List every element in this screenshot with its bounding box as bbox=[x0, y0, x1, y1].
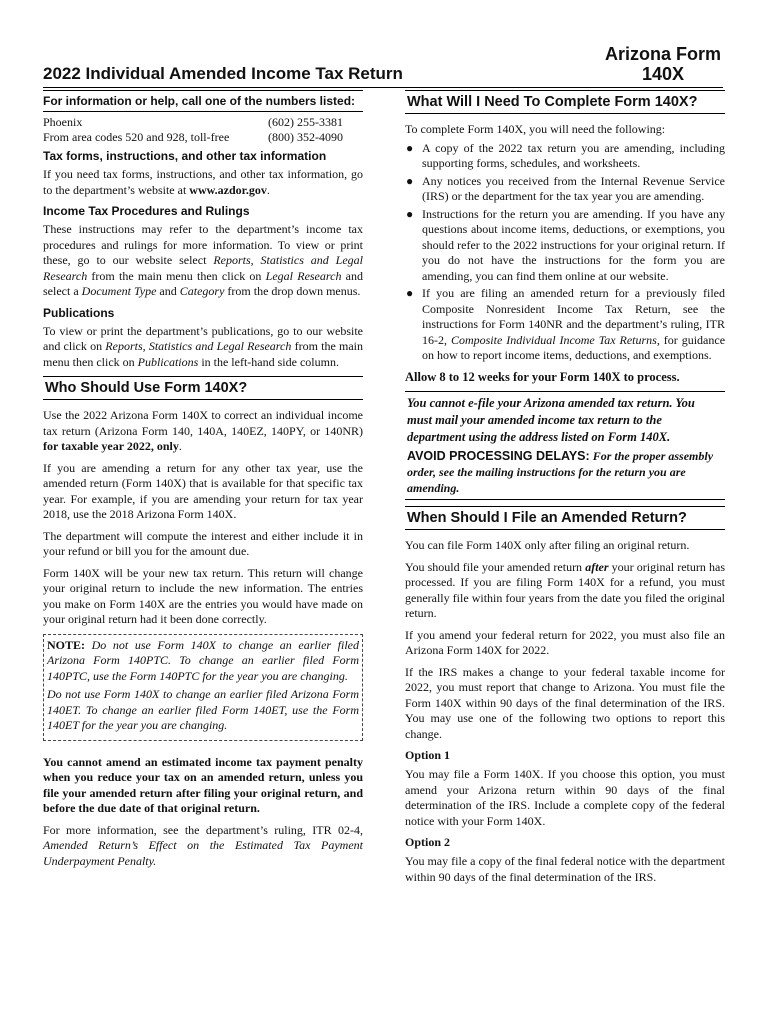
option1-heading: Option 1 bbox=[405, 748, 451, 762]
procedures-text: and select a bbox=[43, 268, 364, 298]
list-item bbox=[405, 207, 725, 285]
bullet-icon: ● bbox=[406, 173, 414, 188]
forms-paragraph bbox=[43, 167, 363, 198]
list-item bbox=[405, 174, 725, 205]
who-paragraph bbox=[43, 408, 363, 455]
list-item-text: A copy of the 2022 tax return you are amending, including supporting forms, schedules, and worksheets. bbox=[422, 140, 725, 170]
efile-warning: You cannot e-file your Arizona amended tax return. You must mail your amended income tax return to the department using the address listed on Form 140X. bbox=[407, 396, 695, 444]
document-title: 2022 Individual Amended Income Tax Return bbox=[43, 64, 403, 83]
menu-reference: Category bbox=[179, 284, 225, 298]
header-rule bbox=[43, 87, 723, 88]
list-item-text: , for guidance on how to report income items, deductions, and exemptions. bbox=[422, 332, 726, 362]
bullet-icon: ● bbox=[406, 140, 414, 155]
list-item-text: If you are filing an amended return for a previously filed Composite Nonresident Income Tax Return, see the instructions for Form 140NR and the department’s ruling, ITR 16-2, bbox=[422, 286, 725, 347]
need-list bbox=[405, 141, 725, 364]
procedures-text: These instructions may refer to the department’s income tax procedures and rulings for more information. To view or print these, go to our website select bbox=[43, 222, 363, 267]
menu-reference: Reports, Statistics and Legal Research bbox=[43, 253, 364, 283]
phone-number: (602) 255-3381 bbox=[268, 115, 343, 129]
ruling-text: For more information, see the department’s ruling, ITR 02-4, bbox=[43, 822, 363, 837]
menu-reference: Publications bbox=[137, 354, 199, 369]
menu-reference: Reports, Statistics and Legal Research bbox=[105, 339, 292, 353]
phone-row bbox=[43, 115, 363, 130]
who-paragraph: Form 140X will be your new tax return. This return will change your original return to include the new information. The entries you make on Form 140X are the entries you would have made on your original return had it been done correctly. bbox=[43, 565, 363, 626]
estimated-penalty-paragraph: You cannot amend an estimated income tax payment penalty when you reduce your tax on an amended return, unless you file your amended return after filing your original return, and before the due date of that original return. bbox=[43, 754, 363, 815]
who-text: Use the 2022 Arizona Form 140X to correct an individual income tax return (Arizona Form 140, 140A, 140EZ, 140PY, or 140NR) bbox=[43, 408, 363, 438]
list-item bbox=[405, 141, 725, 172]
avoid-label: AVOID PROCESSING DELAYS: bbox=[407, 449, 590, 463]
page-header bbox=[43, 44, 723, 88]
note-paragraph: Do not use Form 140X to change an earlier filed Arizona Form 140ET. To change an earlier filed Form 140ET, use the Form 140ET for the year you are changing. bbox=[47, 687, 359, 732]
who-paragraph: The department will compute the interest and either include it in your refund or bill you for the amount due. bbox=[43, 528, 363, 558]
forms-heading: Tax forms, instructions, and other tax information bbox=[43, 149, 327, 163]
when-text: your original return has processed. If you are filing Form 140X for a refund, you must generally file within four years from the date you filed the original return. bbox=[405, 559, 726, 620]
who-paragraph: If you are amending a return for any other tax year, use the amended return (Form 140X) that is available for that specific tax year. For example, if you are amending your return for tax year 2018, use the 2018 Arizona Form 140X. bbox=[43, 460, 363, 521]
when-emphasis: after bbox=[585, 559, 609, 574]
phone-number: (800) 352-4090 bbox=[268, 130, 343, 144]
list-item-text: Instructions for the return you are amending. If you have any questions about income items, deductions, or exemptions, you should refer to the 2022 instructions for your original return. If you do not have the instructions for the form you are amending, you can find them online at our website. bbox=[422, 206, 725, 283]
form-name bbox=[603, 44, 723, 84]
procedures-text: from the main menu then click on bbox=[87, 268, 266, 283]
list-item bbox=[405, 286, 725, 364]
mail-warning-box bbox=[405, 391, 725, 500]
when-paragraph: If you amend your federal return for 2022, you must also file an Arizona Form 140X for 2022. bbox=[405, 627, 725, 657]
publications-text: To view or print the department’s publications, go to our website and click on bbox=[43, 323, 363, 353]
ruling-title: Amended Return’s Effect on the Estimated Tax Payment Underpayment Penalty. bbox=[43, 838, 363, 868]
bullet-icon: ● bbox=[406, 206, 414, 221]
need-heading: What Will I Need To Complete Form 140X? bbox=[405, 90, 725, 114]
list-item-text: Any notices you received from the Internal Revenue Service (IRS) or the department for the tax year you are amending. bbox=[422, 173, 725, 203]
note-label: NOTE: bbox=[47, 637, 86, 652]
right-column bbox=[405, 90, 725, 891]
menu-reference: Document Type bbox=[81, 284, 157, 298]
forms-text: If you need tax forms, instructions, and other tax information, go to the department’s website at bbox=[43, 167, 363, 197]
left-column bbox=[43, 90, 363, 875]
when-paragraph: You can file Form 140X only after filing an original return. bbox=[405, 538, 690, 552]
ruling-title: Composite Individual Income Tax Returns bbox=[450, 332, 657, 347]
procedures-text: from the drop down menus. bbox=[224, 284, 361, 298]
who-emphasis: for taxable year 2022, only bbox=[43, 439, 179, 453]
need-intro: To complete Form 140X, you will need the following: bbox=[405, 122, 666, 136]
form-name-line1: Arizona Form bbox=[604, 44, 721, 64]
publications-text: from the main menu then click on bbox=[43, 339, 364, 369]
menu-reference: Legal Research bbox=[265, 268, 342, 283]
phone-row bbox=[43, 130, 363, 145]
processing-time: Allow 8 to 12 weeks for your Form 140X to process. bbox=[405, 369, 680, 384]
assembly-note bbox=[407, 448, 723, 496]
procedures-paragraph bbox=[43, 222, 363, 300]
note-paragraph bbox=[47, 638, 359, 685]
forms-text-end: . bbox=[266, 182, 270, 197]
publications-paragraph bbox=[43, 324, 363, 371]
when-text: You should file your amended return bbox=[405, 559, 586, 574]
phone-list bbox=[43, 115, 363, 145]
option1-paragraph: You may file a Form 140X. If you choose this option, you must amend your Arizona return within 90 days of the final determination of the IRS. Include a complete copy of the federal notice with your Form 140X. bbox=[405, 767, 725, 828]
avoid-text: For the proper assembly order, see the mailing instructions for the return you are amending. bbox=[407, 449, 714, 495]
when-paragraph bbox=[405, 560, 725, 622]
website-link[interactable]: www.azdor.gov bbox=[189, 182, 267, 197]
when-paragraph: If the IRS makes a change to your federal taxable income for 2022, you must report that change to Arizona. You must file the Form 140X within 90 days of the final determination of the IRS. You may use one of the following two options to report this change. bbox=[405, 664, 725, 741]
publications-text: in the left-hand side column. bbox=[198, 354, 339, 369]
publications-heading: Publications bbox=[43, 305, 115, 320]
ruling-paragraph bbox=[43, 823, 363, 870]
form-name-line2: 140X bbox=[641, 64, 685, 84]
phone-label: Phoenix bbox=[43, 115, 83, 129]
phone-label: From area codes 520 and 928, toll-free bbox=[43, 130, 230, 144]
who-text-end: . bbox=[178, 439, 182, 453]
who-heading: Who Should Use Form 140X? bbox=[43, 376, 363, 400]
procedures-text: and bbox=[156, 284, 180, 298]
info-heading: For information or help, call one of the numbers listed: bbox=[43, 90, 363, 112]
procedures-heading: Income Tax Procedures and Rulings bbox=[43, 204, 250, 218]
bullet-icon: ● bbox=[406, 286, 414, 300]
option2-heading: Option 2 bbox=[405, 835, 451, 849]
when-heading: When Should I File an Amended Return? bbox=[405, 506, 725, 530]
note-text: Do not use Form 140X to change an earlier filed Arizona Form 140PTC. To change an earlier filed Form 140PTC, use the Form 140PTC for the year you are changing. bbox=[47, 637, 359, 683]
note-box bbox=[43, 634, 363, 741]
option2-paragraph: You may file a copy of the final federal notice with the department within 90 days of the final determination of the IRS. bbox=[405, 854, 726, 884]
